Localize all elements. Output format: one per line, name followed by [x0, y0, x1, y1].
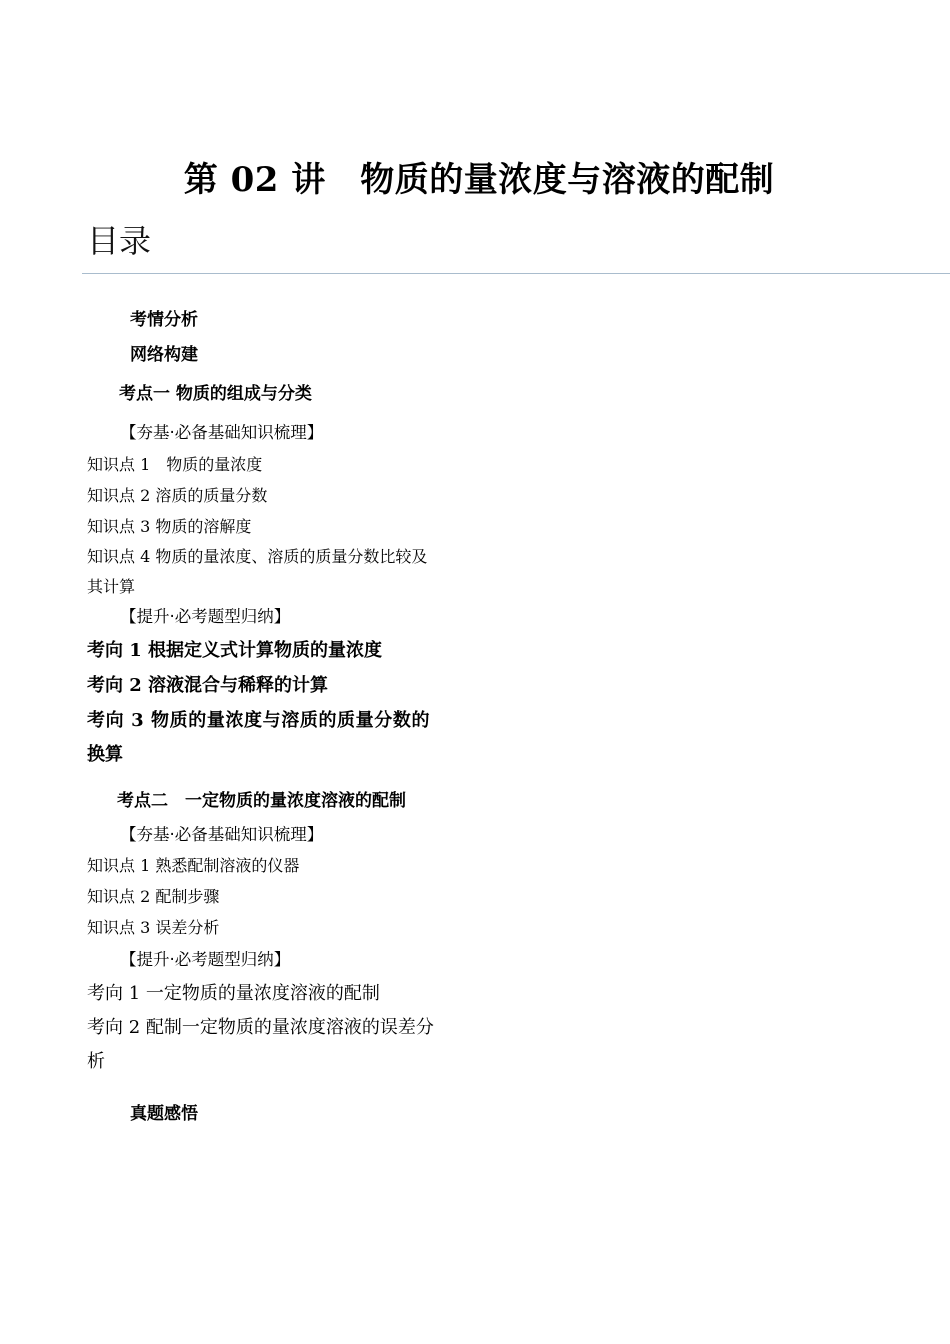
- toc-point2-direction-1[interactable]: 考向 1 一定物质的量浓度溶液的配制: [87, 983, 380, 1004]
- toc-point1-knowledge-4[interactable]: 知识点 4 物质的量浓度、溶质的质量分数比较及: [87, 547, 428, 566]
- toc-point2-knowledge-3[interactable]: 知识点 3 误差分析: [87, 918, 220, 937]
- toc-point2-knowledge-1[interactable]: 知识点 1 熟悉配制溶液的仪器: [87, 856, 300, 875]
- toc-point1-direction-1[interactable]: 考向 1 根据定义式计算物质的量浓度: [87, 640, 383, 661]
- page-title: 第 02 讲 物质的量浓度与溶液的配制: [183, 160, 775, 200]
- toc-item-zhenti[interactable]: 真题感悟: [130, 1104, 198, 1124]
- toc-point1-improve[interactable]: 【提升·必考题型归纳】: [120, 607, 291, 626]
- toc-point1-direction-2[interactable]: 考向 2 溶液混合与稀释的计算: [87, 675, 329, 696]
- toc-heading: 目录: [87, 222, 152, 260]
- toc-point2-knowledge-2[interactable]: 知识点 2 配制步骤: [87, 887, 220, 906]
- toc-point1-title[interactable]: 考点一 物质的组成与分类: [119, 384, 312, 404]
- toc-point2-direction-2[interactable]: 考向 2 配制一定物质的量浓度溶液的误差分: [87, 1017, 434, 1038]
- toc-point1-direction-3-cont[interactable]: 换算: [87, 744, 123, 765]
- toc-point1-knowledge-2[interactable]: 知识点 2 溶质的质量分数: [87, 486, 268, 505]
- toc-point2-improve[interactable]: 【提升·必考题型归纳】: [120, 950, 291, 969]
- divider: [82, 273, 950, 274]
- toc-point1-knowledge-4-cont[interactable]: 其计算: [87, 577, 136, 596]
- toc-point2-title[interactable]: 考点二 一定物质的量浓度溶液的配制: [117, 791, 406, 811]
- toc-point2-direction-2-cont[interactable]: 析: [87, 1051, 105, 1072]
- toc-point1-foundation[interactable]: 【夯基·必备基础知识梳理】: [120, 423, 324, 442]
- toc-point1-direction-3[interactable]: 考向 3 物质的量浓度与溶质的质量分数的: [87, 710, 431, 731]
- toc-point2-foundation[interactable]: 【夯基·必备基础知识梳理】: [120, 825, 324, 844]
- toc-item-kaoqing[interactable]: 考情分析: [130, 310, 198, 330]
- toc-point1-knowledge-1[interactable]: 知识点 1 物质的量浓度: [87, 455, 263, 474]
- toc-point1-knowledge-3[interactable]: 知识点 3 物质的溶解度: [87, 517, 252, 536]
- toc-item-wangluo[interactable]: 网络构建: [130, 345, 198, 365]
